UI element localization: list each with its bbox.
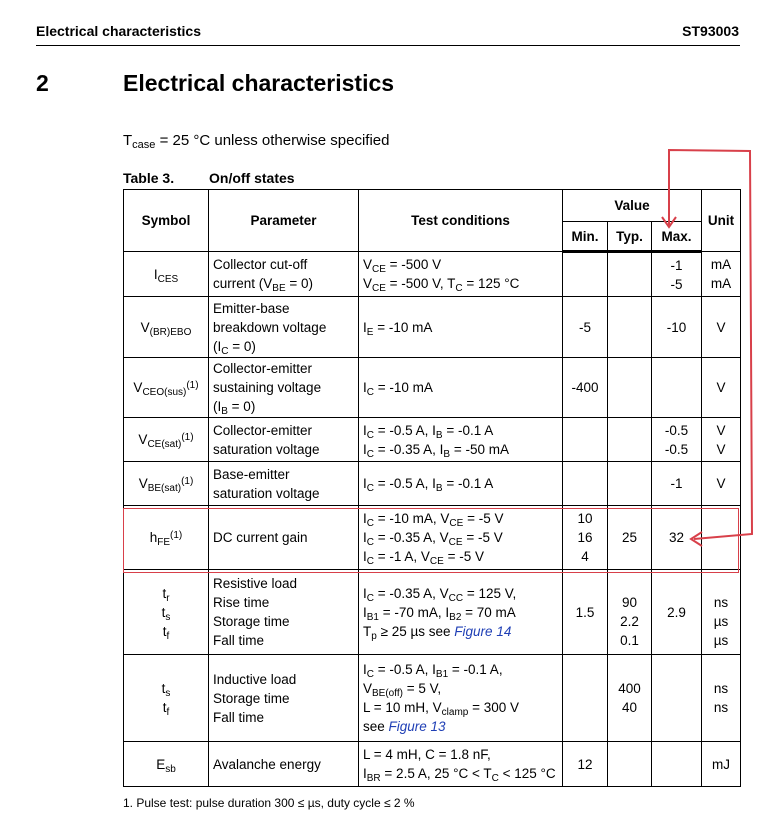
col-value: Value: [563, 190, 702, 222]
table-row: [124, 252, 741, 297]
param-vceosus: Collector-emitter sustaining voltage $(I_B = 0)$: [209, 358, 359, 418]
on-off-states-table: [123, 189, 741, 787]
symbol-vceosus: $V_{CEO(sus)}^{(1)}$: [124, 358, 209, 418]
table-row: [124, 418, 741, 462]
param-esb: Avalanche energy: [209, 742, 359, 787]
test-vbesat: $I_C = -0.5$ A, $I_B = -0.1$ A: [359, 462, 563, 506]
unit-ices: mA mA: [702, 252, 741, 297]
param-inductive: Inductive load Storage time Fall time: [209, 655, 359, 742]
col-parameter: Parameter: [209, 190, 359, 252]
param-vcesat: Collector-emitter saturation voltage: [209, 418, 359, 462]
header-divider: [36, 45, 740, 46]
unit-vbrebo: V: [702, 297, 741, 358]
table-row: [124, 297, 741, 358]
min-resistive: 1.5: [563, 570, 608, 655]
param-resistive: Resistive load Rise time Storage time Fall time: [209, 570, 359, 655]
col-test-conditions: Test conditions: [359, 190, 563, 252]
footnote: 1. Pulse test: pulse duration 300 ≤ µs, duty cycle ≤ 2 %: [123, 796, 415, 810]
max-hfe: 32: [652, 506, 702, 570]
col-typ: Typ.: [608, 222, 652, 252]
max-resistive: 2.9: [652, 570, 702, 655]
col-max: Max.: [652, 222, 702, 252]
symbol-hfe: $h_{FE}^{(1)}$: [124, 506, 209, 570]
table-row: [124, 570, 741, 655]
unit-inductive: ns ns: [702, 655, 741, 742]
test-ices: $V_{CE} = -500$ V $V_{CE} = -500$ V, $T_C = 125$ °C: [359, 252, 563, 297]
header-part-number: ST93003: [682, 23, 739, 39]
test-resistive: $I_C = -0.35$ A, $V_{CC} = 125$ V, $I_{B1} = -70$ mA, $I_{B2} = 70$ mA $T_p \ge 25$ µs see Figure 14: [359, 570, 563, 655]
unit-vcesat: V V: [702, 418, 741, 462]
test-inductive: $I_C = -0.5$ A, $I_{B1} = -0.1$ A, $V_{BE(off)} = 5$ V, L = 10 mH, $V_{clamp} = 300$ V see Figure 13: [359, 655, 563, 742]
hfe-highlight-box: [123, 508, 739, 573]
header-section-title: Electrical characteristics: [36, 23, 201, 39]
test-hfe: $I_C = -10$ mA, $V_{CE} = -5$ V $I_C = -0.35$ A, $V_{CE} = -5$ V $I_C = -1$ A, $V_{CE} = -5$ V: [359, 506, 563, 570]
symbol-inductive: $t_s$ $t_f$: [124, 655, 209, 742]
table-caption-label: Table 3.: [123, 170, 175, 186]
test-vcesat: $I_C = -0.5$ A, $I_B = -0.1$ A $I_C = -0.35$ A, $I_B = -50$ mA: [359, 418, 563, 462]
col-symbol: Symbol: [124, 190, 209, 252]
typ-inductive: 400 40: [608, 655, 652, 742]
table-caption-title: On/off states: [209, 170, 295, 186]
typ-resistive: 90 2.2 0.1: [608, 570, 652, 655]
min-esb: 12: [563, 742, 608, 787]
max-vbesat: -1: [652, 462, 702, 506]
symbol-esb: $E_{sb}$: [124, 742, 209, 787]
col-min: Min.: [563, 222, 608, 252]
min-hfe: 10 16 4: [563, 506, 608, 570]
symbol-vbesat: $V_{BE(sat)}^{(1)}$: [124, 462, 209, 506]
unit-resistive: ns µs µs: [702, 570, 741, 655]
unit-esb: mJ: [702, 742, 741, 787]
test-vbrebo: $I_E = -10$ mA: [359, 297, 563, 358]
figure-13-link[interactable]: Figure 13: [388, 719, 446, 734]
max-vcesat: -0.5 -0.5: [652, 418, 702, 462]
test-esb: L = 4 mH, C = 1.8 nF, $I_{BR} = 2.5$ A, 25 $^\circ C < T_C < 125$ °C: [359, 742, 563, 787]
min-vbrebo: -5: [563, 297, 608, 358]
table-row: [124, 742, 741, 787]
section-title: Electrical characteristics: [123, 70, 395, 96]
min-vceosus: -400: [563, 358, 608, 418]
col-unit: Unit: [702, 190, 741, 252]
section-number: 2: [36, 70, 49, 96]
test-vceosus: $I_C = -10$ mA: [359, 358, 563, 418]
symbol-ices: $I_{CES}$: [124, 252, 209, 297]
max-ices: -1 -5: [652, 252, 702, 297]
param-hfe: DC current gain: [209, 506, 359, 570]
table-row: [124, 655, 741, 742]
unit-vceosus: V: [702, 358, 741, 418]
param-vbrebo: Emitter-base breakdown voltage $(I_C = 0)$: [209, 297, 359, 358]
table-row: [124, 462, 741, 506]
max-vbrebo: -10: [652, 297, 702, 358]
symbol-vbrebo: $V_{(BR)EBO}$: [124, 297, 209, 358]
symbol-resistive: $t_r$ $t_s$ $t_f$: [124, 570, 209, 655]
param-vbesat: Base-emitter saturation voltage: [209, 462, 359, 506]
unit-vbesat: V: [702, 462, 741, 506]
test-condition-note: $T_{case} = 25$ °C unless otherwise specified: [123, 132, 390, 151]
figure-14-link[interactable]: Figure 14: [454, 623, 512, 639]
typ-hfe: 25: [608, 506, 652, 570]
table-row: [124, 358, 741, 418]
symbol-vcesat: $V_{CE(sat)}^{(1)}$: [124, 418, 209, 462]
param-ices: Collector cut-off current $(V_{BE} = 0)$: [209, 252, 359, 297]
